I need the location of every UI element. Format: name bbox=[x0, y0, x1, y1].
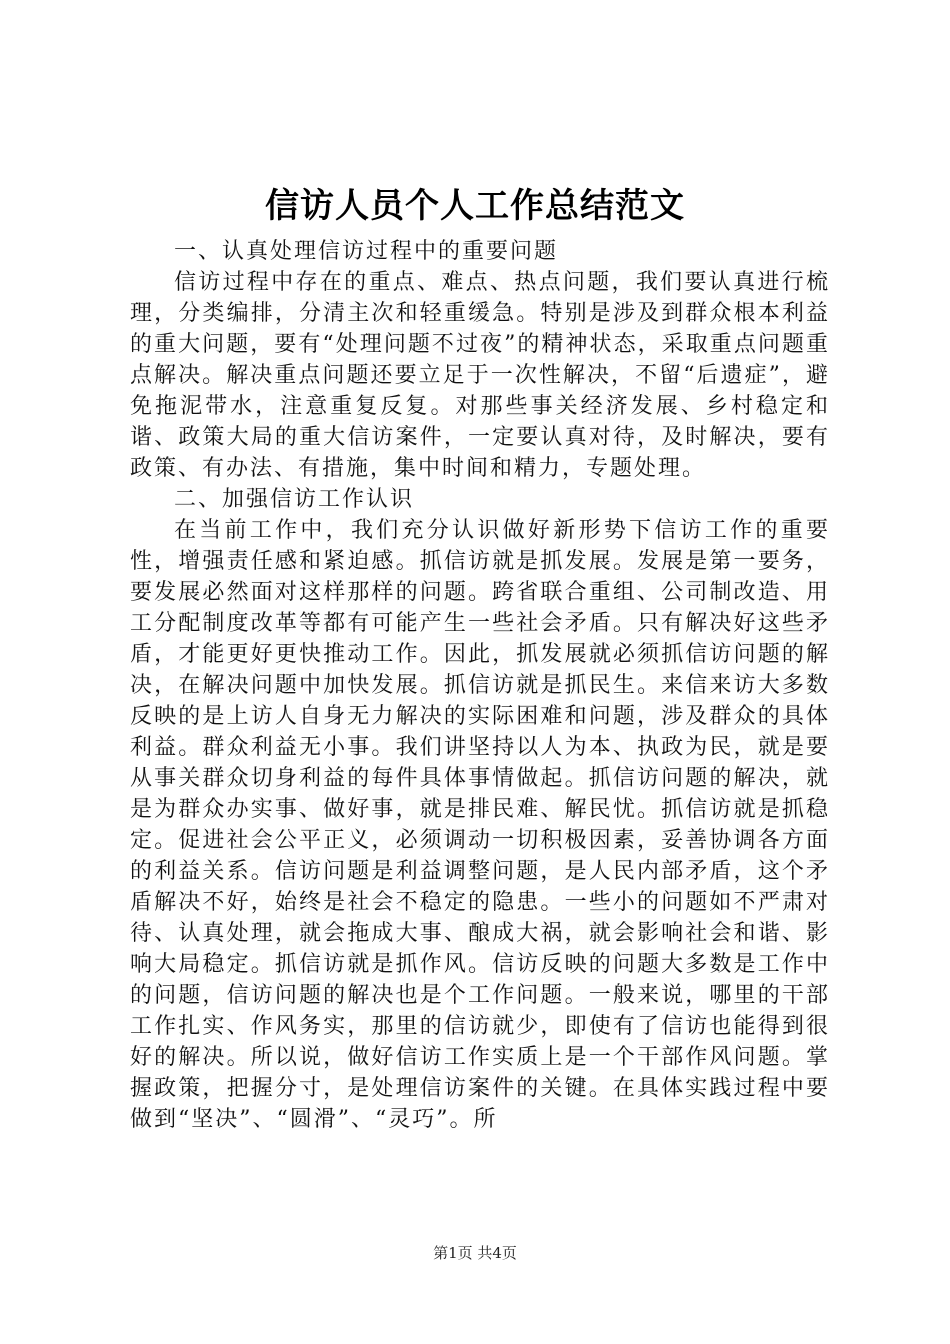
section-paragraph-1: 信访过程中存在的重点、难点、热点问题，我们要认真进行梳理，分类编排，分清主次和轻重缓急。特别是涉及到群众根本利益的重大问题，要有“处理问题不过夜”的精神状态，采取重点问题重点解决。解决重点问题还要立足于一次性解决，不留“后遗症”，避免拖泥带水，注意重复反复。对那些事关经济发展、乡村稳定和谐、政策大局的重大信访案件，一定要认真对待，及时解决，要有政策、有办法、有措施，集中时间和精力，专题处理。 bbox=[130, 270, 830, 481]
document-title: 信访人员个人工作总结范文 bbox=[265, 186, 685, 226]
page-footer: 第1页 共4页 bbox=[433, 1244, 517, 1262]
section-paragraph-2: 在当前工作中，我们充分认识做好新形势下信访工作的重要性，增强责任感和紧迫感。抓信访就是抓发展。发展是第一要务，要发展必然面对这样那样的问题。跨省联合重组、公司制改造、用工分配制度改革等都有可能产生一些社会矛盾。只有解决好这些矛盾，才能更好更快推动工作。因此，抓发展就必须抓信访问题的解决，在解决问题中加快发展。抓信访就是抓民生。来信来访大多数反映的是上访人自身无力解决的实际困难和问题，涉及群众的具体利益。群众利益无小事。我们讲坚持以人为本、执政为民，就是要从事关群众切身利益的每件具体事情做起。抓信访问题的解决，就是为群众办实事、做好事，就是排民难、解民忧。抓信访就是抓稳定。促进社会公平正义，必须调动一切积极因素，妥善协调各方面的利益关系。信访问题是利益调整问题，是人民内部矛盾，这个矛盾解决不好，始终是社会不稳定的隐患。一些小的问题如不严肃对待、认真处理，就会拖成大事、酿成大祸，就会影响社会和谐、影响大局稳定。抓信访就是抓作风。信访反映的问题大多数是工作中的问题，信访问题的解决也是个工作问题。一般来说，哪里的干部工作扎实、作风务实，那里的信访就少，即使有了信访也能得到很好的解决。所以说，做好信访工作实质上是一个干部作风问题。掌握政策，把握分寸，是处理信访案件的关键。在具体实践过程中要做到“坚决”、“圆滑”、“灵巧”。所 bbox=[130, 518, 830, 1132]
section-heading-2: 二、加强信访工作认识 bbox=[174, 487, 415, 512]
section-heading-1: 一、认真处理信访过程中的重要问题 bbox=[174, 239, 559, 264]
document-body bbox=[130, 236, 830, 1135]
